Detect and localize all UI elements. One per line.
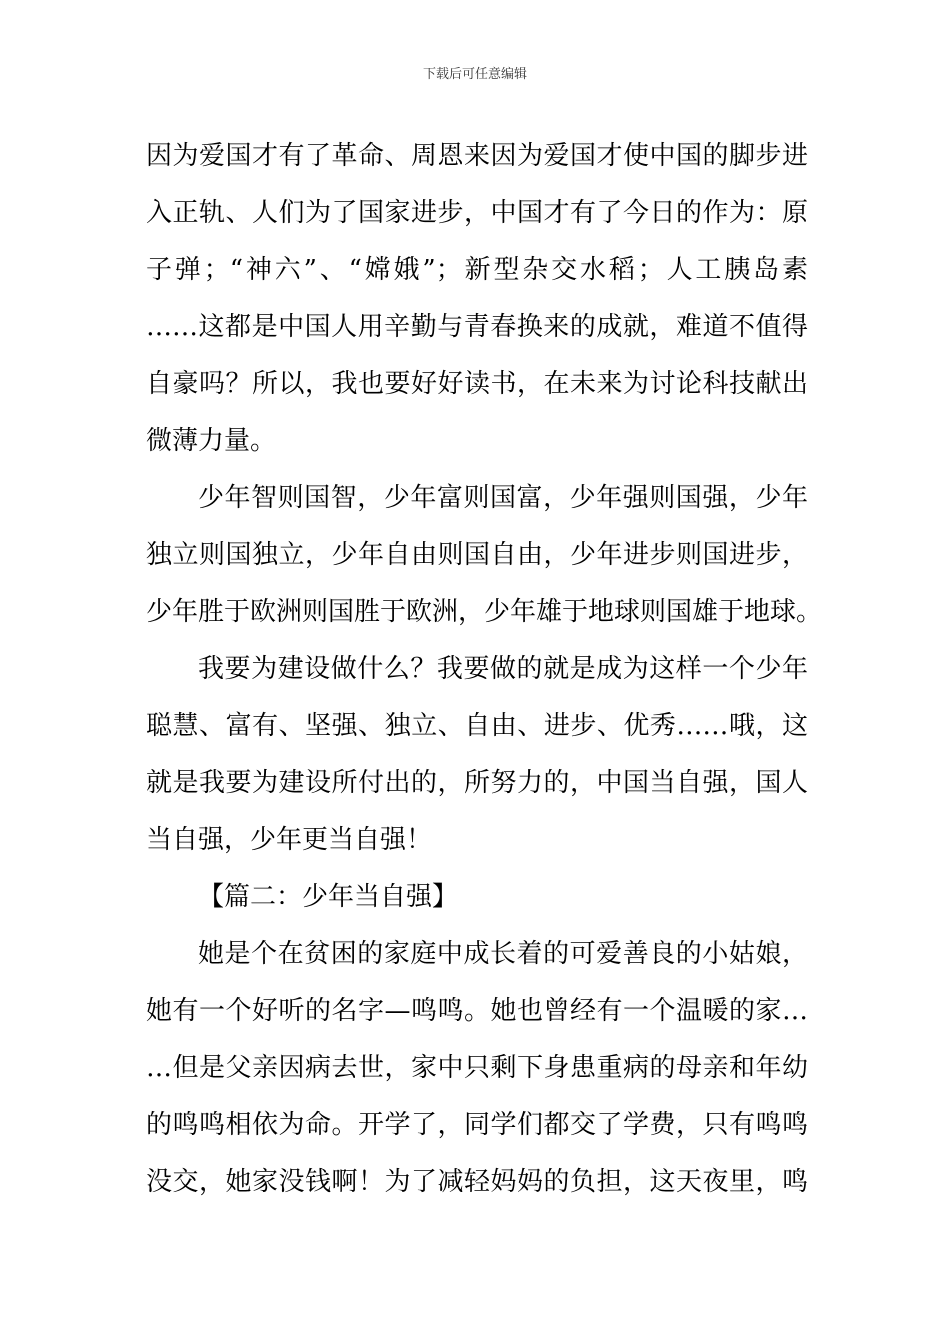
text-line: 就是我要为建设所付出的，所努力的，中国当自强，国人 bbox=[146, 768, 808, 798]
text-line: 因为爱国才有了革命、周恩来因为爱国才使中国的脚步进 bbox=[146, 141, 808, 171]
text-line: 当自强，少年更当自强！ bbox=[146, 825, 433, 855]
text-line: 的鸣鸣相依为命。开学了，同学们都交了学费，只有鸣鸣 bbox=[146, 1110, 808, 1140]
text-line: 自豪吗？所以，我也要好好读书，在未来为讨论科技献出 bbox=[146, 369, 808, 399]
text-line: 微薄力量。 bbox=[146, 426, 277, 456]
text-line: ……这都是中国人用辛勤与青春换来的成就，难道不值得 bbox=[146, 312, 808, 342]
body-text bbox=[146, 128, 823, 1211]
text-line: …但是父亲因病去世，家中只剩下身患重病的母亲和年幼 bbox=[146, 1053, 808, 1083]
paragraph-first-line: 她是个在贫困的家庭中成长着的可爱善良的小姑娘， bbox=[198, 939, 808, 969]
text-line: 独立则国独立，少年自由则国自由，少年进步则国进步， bbox=[146, 540, 808, 570]
section-heading: 【篇二：少年当自强】 bbox=[198, 882, 459, 912]
paragraph-first-line: 少年智则国智，少年富则国富，少年强则国强，少年 bbox=[198, 483, 808, 513]
text-line: 没交，她家没钱啊！为了减轻妈妈的负担，这天夜里，鸣 bbox=[146, 1167, 808, 1197]
text-line: 少年胜于欧洲则国胜于欧洲，少年雄于地球则国雄于地球。 bbox=[146, 597, 823, 627]
text-line: 子弹；“神六”、“嫦娥”；新型杂交水稻；人工胰岛素 bbox=[146, 255, 808, 285]
page-header: 下载后可任意编辑 bbox=[422, 67, 527, 82]
text-line: 聪慧、富有、坚强、独立、自由、进步、优秀……哦，这 bbox=[146, 711, 808, 741]
text-line: 她有一个好听的名字—鸣鸣。她也曾经有一个温暖的家… bbox=[146, 996, 808, 1026]
text-line: 入正轨、人们为了国家进步，中国才有了今日的作为：原 bbox=[146, 198, 808, 228]
paragraph-first-line: 我要为建设做什么？我要做的就是成为这样一个少年 bbox=[198, 654, 808, 684]
